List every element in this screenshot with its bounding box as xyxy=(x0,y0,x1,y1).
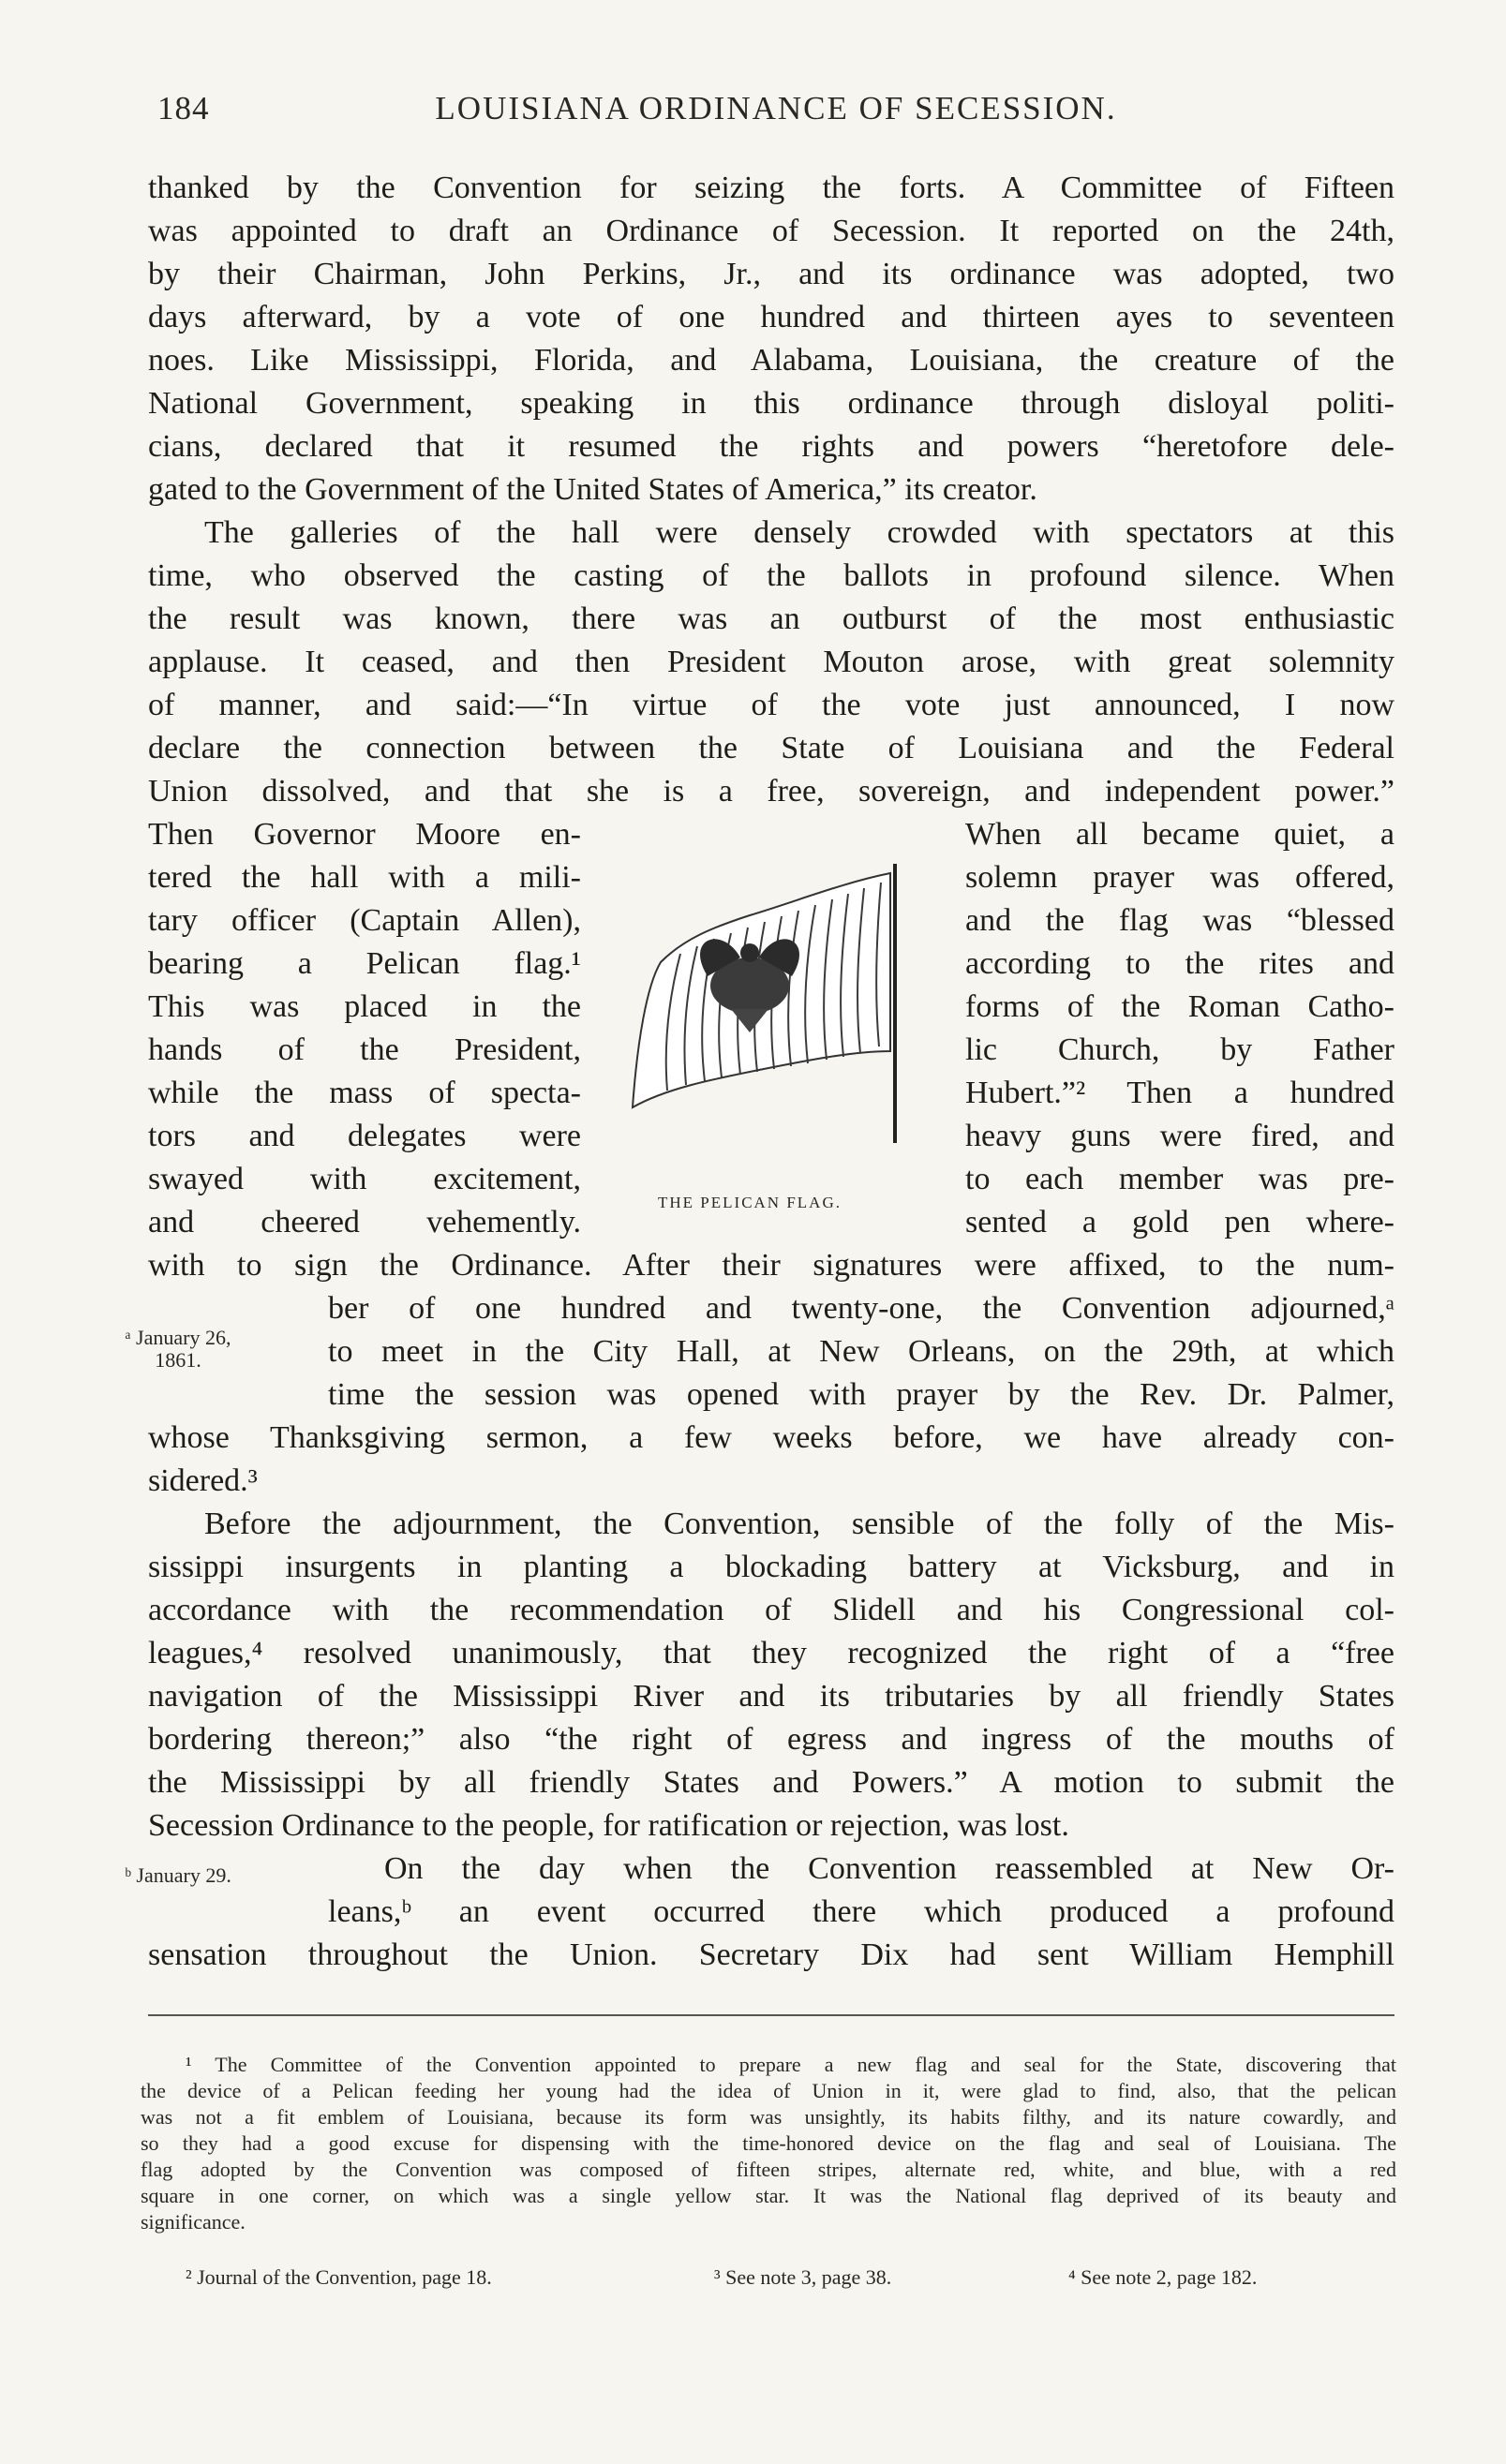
body-line: days afterward, by a vote of one hundred and thirteen ayes to seventeen xyxy=(148,300,1394,334)
footnote-2: ² Journal of the Convention, page 18. xyxy=(186,2265,492,2289)
body-line: On the day when the Convention reassembled at New Or- xyxy=(384,1851,1394,1886)
running-title: LOUISIANA ORDINANCE OF SECESSION. xyxy=(435,90,1117,126)
right-column-line: forms of the Roman Catho- xyxy=(965,989,1394,1024)
body-line: Union dissolved, and that she is a free, sovereign, and independent power.” xyxy=(148,774,1394,809)
left-column-line: Then Governor Moore en- xyxy=(148,817,581,852)
body-line: gated to the Government of the United States of America,” its creator. xyxy=(148,472,1037,507)
body-line: with to sign the Ordinance. After their signatures were affixed, to the num- xyxy=(148,1248,1394,1283)
footnote-3: ³ See note 3, page 38. xyxy=(714,2265,892,2289)
body-line: accordance with the recommendation of Slidell and his Congressional col- xyxy=(148,1593,1394,1627)
body-line: to meet in the City Hall, at New Orleans, on the 29th, at which xyxy=(328,1334,1394,1369)
body-line: sidered.³ xyxy=(148,1463,258,1498)
left-column-line: swayed with excitement, xyxy=(148,1162,581,1196)
footnote-line: was not a fit emblem of Louisiana, because its form was unsightly, its habits filthy, and its nature cowardly, and xyxy=(141,2105,1396,2129)
footnote-line: significance. xyxy=(141,2210,246,2234)
body-line: of manner, and said:—“In virtue of the vote just announced, I now xyxy=(148,688,1394,722)
footnote-divider xyxy=(148,2014,1394,2016)
body-line: declare the connection between the State of Louisiana and the Federal xyxy=(148,731,1394,765)
right-column-line: to each member was pre- xyxy=(965,1162,1394,1196)
body-line: by their Chairman, John Perkins, Jr., and its ordinance was adopted, two xyxy=(148,257,1394,291)
body-line: noes. Like Mississippi, Florida, and Alabama, Louisiana, the creature of the xyxy=(148,343,1394,378)
right-column-line: and the flag was “blessed xyxy=(965,903,1394,938)
body-line: ber of one hundred and twenty-one, the Convention adjourned,ᵃ xyxy=(328,1291,1394,1326)
body-line: cians, declared that it resumed the rights and powers “heretofore dele- xyxy=(148,429,1394,464)
footnote-line: so they had a good excuse for dispensing with the time-honored device on the flag and seal of Louisiana. The xyxy=(141,2131,1396,2155)
footnote-line: square in one corner, on which was a single yellow star. It was the National flag deprived of its beauty and xyxy=(141,2184,1396,2207)
body-line: navigation of the Mississippi River and its tributaries by all friendly States xyxy=(148,1679,1394,1714)
page-number: 184 xyxy=(157,90,210,126)
body-line: was appointed to draft an Ordinance of Secession. It reported on the 24th, xyxy=(148,214,1394,248)
right-column-line: lic Church, by Father xyxy=(965,1032,1394,1067)
right-column-line: according to the rites and xyxy=(965,946,1394,981)
pelican-flag-illustration xyxy=(609,845,918,1145)
footnote-line: the device of a Pelican feeding her young had the idea of Union in it, were glad to find, also, that the pelican xyxy=(141,2079,1396,2102)
body-line: leans,ᵇ an event occurred there which produced a profound xyxy=(328,1894,1394,1929)
body-line: time the session was opened with prayer by the Rev. Dr. Palmer, xyxy=(328,1377,1394,1412)
right-column-line: sented a gold pen where- xyxy=(965,1205,1394,1239)
figure-caption: THE PELICAN FLAG. xyxy=(658,1194,842,1211)
body-line: sensation throughout the Union. Secretary Dix had sent William Hemphill xyxy=(148,1937,1394,1972)
body-line: Secession Ordinance to the people, for ratification or rejection, was lost. xyxy=(148,1808,1069,1843)
left-column-line: tered the hall with a mili- xyxy=(148,860,581,895)
margin-note-a-date: ᵃ January 26, xyxy=(125,1326,231,1349)
left-column-line: while the mass of specta- xyxy=(148,1076,581,1110)
right-column-line: When all became quiet, a xyxy=(965,817,1394,852)
right-column-line: solemn prayer was offered, xyxy=(965,860,1394,895)
left-column-line: This was placed in the xyxy=(148,989,581,1024)
right-column-line: heavy guns were fired, and xyxy=(965,1119,1394,1153)
left-column-line: hands of the President, xyxy=(148,1032,581,1067)
body-line: the Mississippi by all friendly States and Powers.” A motion to submit the xyxy=(148,1765,1394,1800)
margin-note-b-date: ᵇ January 29. xyxy=(125,1863,231,1887)
body-line: The galleries of the hall were densely crowded with spectators at this xyxy=(204,515,1394,550)
footnote-4: ⁴ See note 2, page 182. xyxy=(1068,2265,1258,2289)
margin-note-a xyxy=(103,1327,253,1372)
body-line: leagues,⁴ resolved unanimously, that they recognized the right of a “free xyxy=(148,1636,1394,1670)
body-line: sissippi insurgents in planting a blockading battery at Vicksburg, and in xyxy=(148,1550,1394,1584)
body-line: whose Thanksgiving sermon, a few weeks before, we have already con- xyxy=(148,1420,1394,1455)
left-column-line: tary officer (Captain Allen), xyxy=(148,903,581,938)
flag-icon xyxy=(609,845,918,1145)
body-line: thanked by the Convention for seizing the forts. A Committee of Fifteen xyxy=(148,171,1394,205)
body-line: bordering thereon;” also “the right of egress and ingress of the mouths of xyxy=(148,1722,1394,1757)
page-header xyxy=(157,90,1394,131)
right-column-line: Hubert.”² Then a hundred xyxy=(965,1076,1394,1110)
body-line: time, who observed the casting of the ballots in profound silence. When xyxy=(148,558,1394,593)
left-column-line: bearing a Pelican flag.¹ xyxy=(148,946,581,981)
footnote-line: ¹ The Committee of the Convention appointed to prepare a new flag and seal for the State, discovering that xyxy=(186,2053,1396,2076)
body-line: National Government, speaking in this ordinance through disloyal politi- xyxy=(148,386,1394,421)
footnote-line: flag adopted by the Convention was composed of fifteen stripes, alternate red, white, and blue, with a red xyxy=(141,2158,1396,2181)
body-line: the result was known, there was an outburst of the most enthusiastic xyxy=(148,601,1394,636)
left-column-line: tors and delegates were xyxy=(148,1119,581,1153)
margin-note-a-year: 1861. xyxy=(155,1348,201,1372)
left-column-line: and cheered vehemently. xyxy=(148,1205,581,1239)
body-line: Before the adjournment, the Convention, sensible of the folly of the Mis- xyxy=(204,1507,1394,1541)
margin-note-b xyxy=(103,1864,253,1887)
body-line: applause. It ceased, and then President Mouton arose, with great solemnity xyxy=(148,645,1394,679)
